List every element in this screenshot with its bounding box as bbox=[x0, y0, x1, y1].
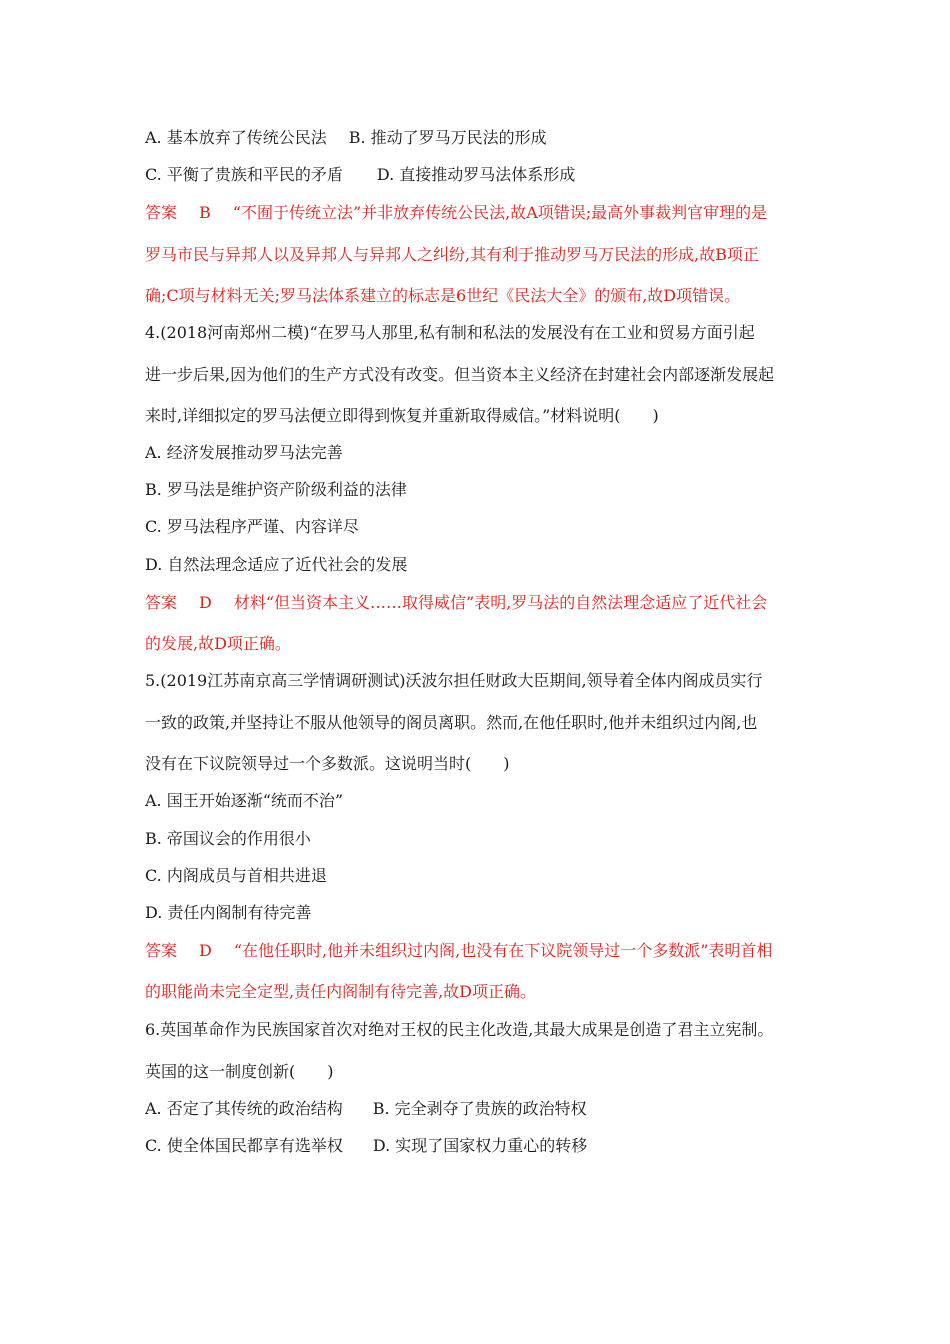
q4-stem-line-2: 进一步后果,因为他们的生产方式没有改变。但当资本主义经济在封建社会内部逐渐发展起 bbox=[145, 365, 775, 384]
q5-option-d: D. 责任内阁制有待完善 bbox=[145, 903, 312, 922]
q6-stem-line-2: 英国的这一制度创新( ) bbox=[145, 1062, 334, 1081]
q4-answer-label: 答案 bbox=[145, 593, 178, 612]
q6-option-d: D. 实现了国家权力重心的转移 bbox=[372, 1136, 588, 1155]
q4-stem-line-3: 来时,详细拟定的罗马法便立即得到恢复并重新取得威信。”材料说明( ) bbox=[145, 406, 659, 425]
q5-option-a: A. 国王开始逐渐“统而不治” bbox=[145, 791, 344, 810]
q5-stem-line-1: 5.(2019江苏南京高三学情调研测试)沃波尔担任财政大臣期间,领导着全体内阁成员实行 bbox=[145, 671, 763, 690]
q5-option-c: C. 内阁成员与首相共进退 bbox=[145, 866, 327, 885]
q6-option-b: B. 完全剥夺了贵族的政治特权 bbox=[372, 1099, 587, 1118]
q5-answer-label: 答案 bbox=[145, 941, 178, 960]
q5-answer-line-1: 答案 D “在他任职时,他并未组织过内阁,也没有在下议院领导过一个多数派”表明首相 bbox=[145, 941, 773, 960]
q4-stem-line-1: 4.(2018河南郑州二模)“在罗马人那里,私有制和私法的发展没有在工业和贸易方面引起 bbox=[145, 323, 755, 342]
q5-option-b: B. 帝国议会的作用很小 bbox=[145, 829, 311, 848]
q3-option-b: B. 推动了罗马万民法的形成 bbox=[348, 128, 547, 147]
q3-answer-label: 答案 bbox=[145, 203, 178, 222]
q4-option-a: A. 经济发展推动罗马法完善 bbox=[145, 443, 343, 462]
q5-stem-line-3: 没有在下议院领导过一个多数派。这说明当时( ) bbox=[145, 754, 510, 773]
q6-option-a: A. 否定了其传统的政治结构 bbox=[145, 1099, 343, 1118]
q3-option-a: A. 基本放弃了传统公民法 bbox=[145, 128, 327, 147]
q3-options-row1 bbox=[145, 126, 810, 150]
q6-options-row1 bbox=[145, 1097, 810, 1121]
q3-options-row2 bbox=[145, 163, 810, 187]
q6-option-c: C. 使全体国民都享有选举权 bbox=[145, 1136, 343, 1155]
q3-answer-line-3: 确;C项与材料无关;罗马法体系建立的标志是6世纪《民法大全》的颁布,故D项错误。 bbox=[145, 286, 741, 305]
q5-answer-line-2: 的职能尚未完全定型,责任内阁制有待完善,故D项正确。 bbox=[145, 982, 537, 1001]
q5-stem-line-2: 一致的政策,并坚持让不服从他领导的阁员离职。然而,在他任职时,他并未组织过内阁,也 bbox=[145, 713, 758, 732]
q3-option-c: C. 平衡了贵族和平民的矛盾 bbox=[145, 165, 343, 184]
q6-options-row2 bbox=[145, 1134, 810, 1158]
q4-answer-line-2: 的发展,故D项正确。 bbox=[145, 634, 291, 653]
q4-option-d: D. 自然法理念适应了近代社会的发展 bbox=[145, 555, 408, 574]
q3-answer-letter: B bbox=[199, 203, 211, 222]
q4-answer-line-1: 答案 D 材料“但当资本主义……取得威信”表明,罗马法的自然法理念适应了近代社会 bbox=[145, 593, 768, 612]
q3-answer-line-2: 罗马市民与异邦人以及异邦人与异邦人之纠纷,其有利于推动罗马万民法的形成,故B项正 bbox=[145, 245, 759, 264]
q4-option-c: C. 罗马法程序严谨、内容详尽 bbox=[145, 517, 359, 536]
q4-answer-letter: D bbox=[199, 593, 212, 612]
q3-option-d: D. 直接推动罗马法体系形成 bbox=[376, 165, 576, 184]
q5-answer-letter: D bbox=[199, 941, 212, 960]
q4-option-b: B. 罗马法是维护资产阶级利益的法律 bbox=[145, 480, 407, 499]
q3-answer-line-1: 答案 B “不囿于传统立法”并非放弃传统公民法,故A项错误;最高外事裁判官审理的是 bbox=[145, 203, 768, 222]
q6-stem-line-1: 6.英国革命作为民族国家首次对绝对王权的民主化改造,其最大成果是创造了君主立宪制。 bbox=[145, 1020, 774, 1039]
